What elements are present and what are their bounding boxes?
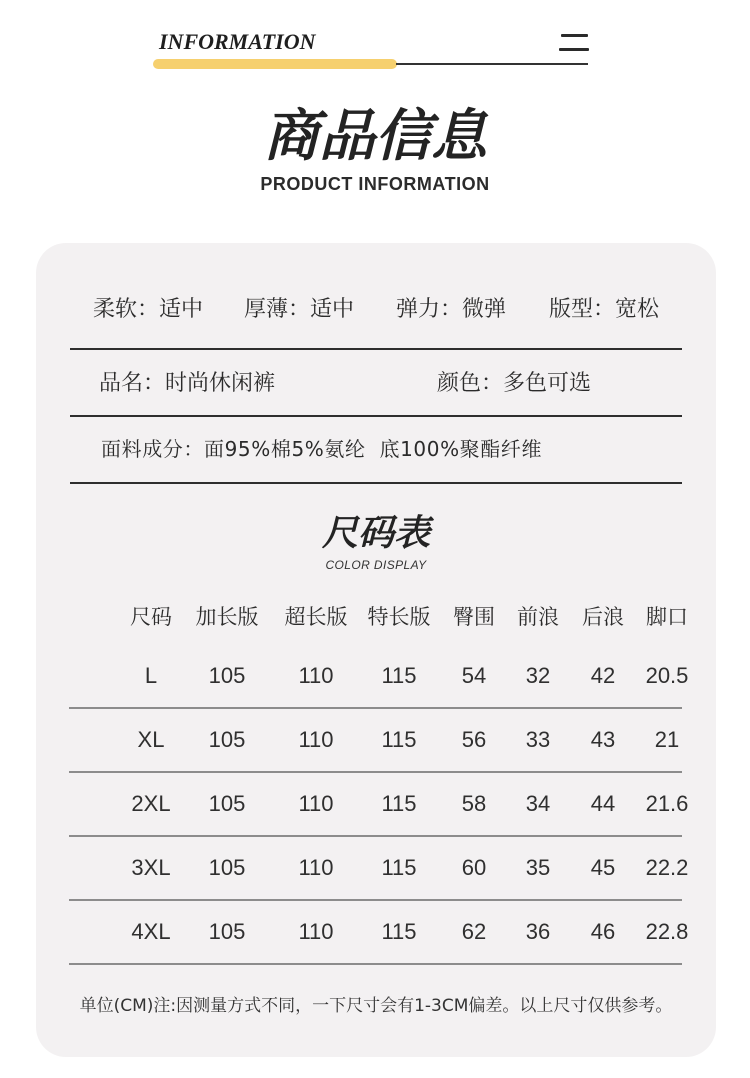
size-value: 56 xyxy=(461,727,487,752)
size-label: XL xyxy=(137,727,165,752)
size-value: 115 xyxy=(381,727,417,752)
size-value: 110 xyxy=(298,855,334,880)
size-value: 42 xyxy=(590,663,616,688)
size-value: 20.5 xyxy=(645,663,689,688)
size-table-row xyxy=(69,771,689,837)
size-label: 4XL xyxy=(131,919,171,944)
menu-icon-bar xyxy=(559,48,589,51)
size-value: 110 xyxy=(298,663,334,688)
size-table-header-cell: 脚口 xyxy=(646,605,688,629)
size-label: 2XL xyxy=(131,791,171,816)
size-value: 105 xyxy=(208,791,246,816)
size-value: 54 xyxy=(461,663,487,688)
header-rule xyxy=(396,63,588,65)
size-value: 115 xyxy=(381,855,417,880)
size-table-row xyxy=(69,899,689,965)
size-value: 105 xyxy=(208,727,246,752)
info-card xyxy=(36,243,716,1057)
attribute-fabric: 面料成分：面95%棉5%氨纶 底100%聚酯纤维 xyxy=(101,437,543,461)
size-value: 45 xyxy=(590,855,616,880)
size-value: 105 xyxy=(208,855,246,880)
size-value: 36 xyxy=(525,919,551,944)
size-table xyxy=(69,243,689,983)
size-value: 46 xyxy=(590,919,616,944)
accent-bar xyxy=(153,59,397,69)
attribute-softness: 柔软：适中 xyxy=(93,297,204,322)
size-table-header-cell: 尺码 xyxy=(130,605,172,629)
menu-icon-bar xyxy=(561,34,588,37)
size-table-subtitle: COLOR DISPLAY xyxy=(325,558,427,572)
size-table-row xyxy=(69,707,682,773)
size-value: 110 xyxy=(298,727,334,752)
size-value: 110 xyxy=(298,919,334,944)
size-table-header-cell: 超长版 xyxy=(284,605,348,629)
size-value: 115 xyxy=(381,663,417,688)
size-label: 3XL xyxy=(131,855,171,880)
attribute-thickness: 厚薄：适中 xyxy=(244,297,355,322)
size-table-header-cell: 臀围 xyxy=(453,605,495,629)
attribute-product-name: 品名：时尚休闲裤 xyxy=(99,371,276,396)
menu-icon xyxy=(559,33,589,53)
size-value: 44 xyxy=(590,791,616,816)
size-table-row xyxy=(69,643,689,709)
information-tag: INFORMATION xyxy=(159,29,316,54)
size-table-header-cell: 前浪 xyxy=(517,605,559,629)
size-value: 58 xyxy=(461,791,487,816)
size-value: 32 xyxy=(525,663,551,688)
size-value: 105 xyxy=(208,663,246,688)
size-value: 60 xyxy=(461,855,487,880)
size-value: 110 xyxy=(298,791,334,816)
size-value: 115 xyxy=(381,791,417,816)
size-table-header-cell: 特长版 xyxy=(367,605,431,629)
attribute-fit: 版型：宽松 xyxy=(549,297,660,322)
size-value: 115 xyxy=(381,919,417,944)
size-value: 34 xyxy=(525,791,551,816)
size-footnote: 单位(CM)注:因测量方式不同，一下尺寸会有1-3CM偏差。以上尺寸仅供参考。 xyxy=(79,996,673,1016)
size-table-header-row xyxy=(69,601,688,633)
size-value: 43 xyxy=(590,727,616,752)
attribute-color: 颜色：多色可选 xyxy=(437,371,592,396)
page-title: 商品信息 xyxy=(263,104,487,169)
size-value: 105 xyxy=(208,919,246,944)
size-value: 21 xyxy=(654,727,680,752)
size-table-row xyxy=(69,835,689,901)
attribute-elasticity: 弹力：微弹 xyxy=(396,297,507,322)
size-value: 22.2 xyxy=(645,855,689,880)
size-value: 22.8 xyxy=(645,919,689,944)
size-value: 33 xyxy=(525,727,551,752)
size-value: 62 xyxy=(461,919,487,944)
size-table-header-cell: 后浪 xyxy=(582,605,624,629)
size-value: 35 xyxy=(525,855,551,880)
size-label: L xyxy=(144,663,158,688)
size-table-title: 尺码表 xyxy=(321,513,430,554)
page-subtitle: PRODUCT INFORMATION xyxy=(260,174,490,194)
size-value: 21.6 xyxy=(645,791,689,816)
size-table-header-cell: 加长版 xyxy=(195,605,259,629)
